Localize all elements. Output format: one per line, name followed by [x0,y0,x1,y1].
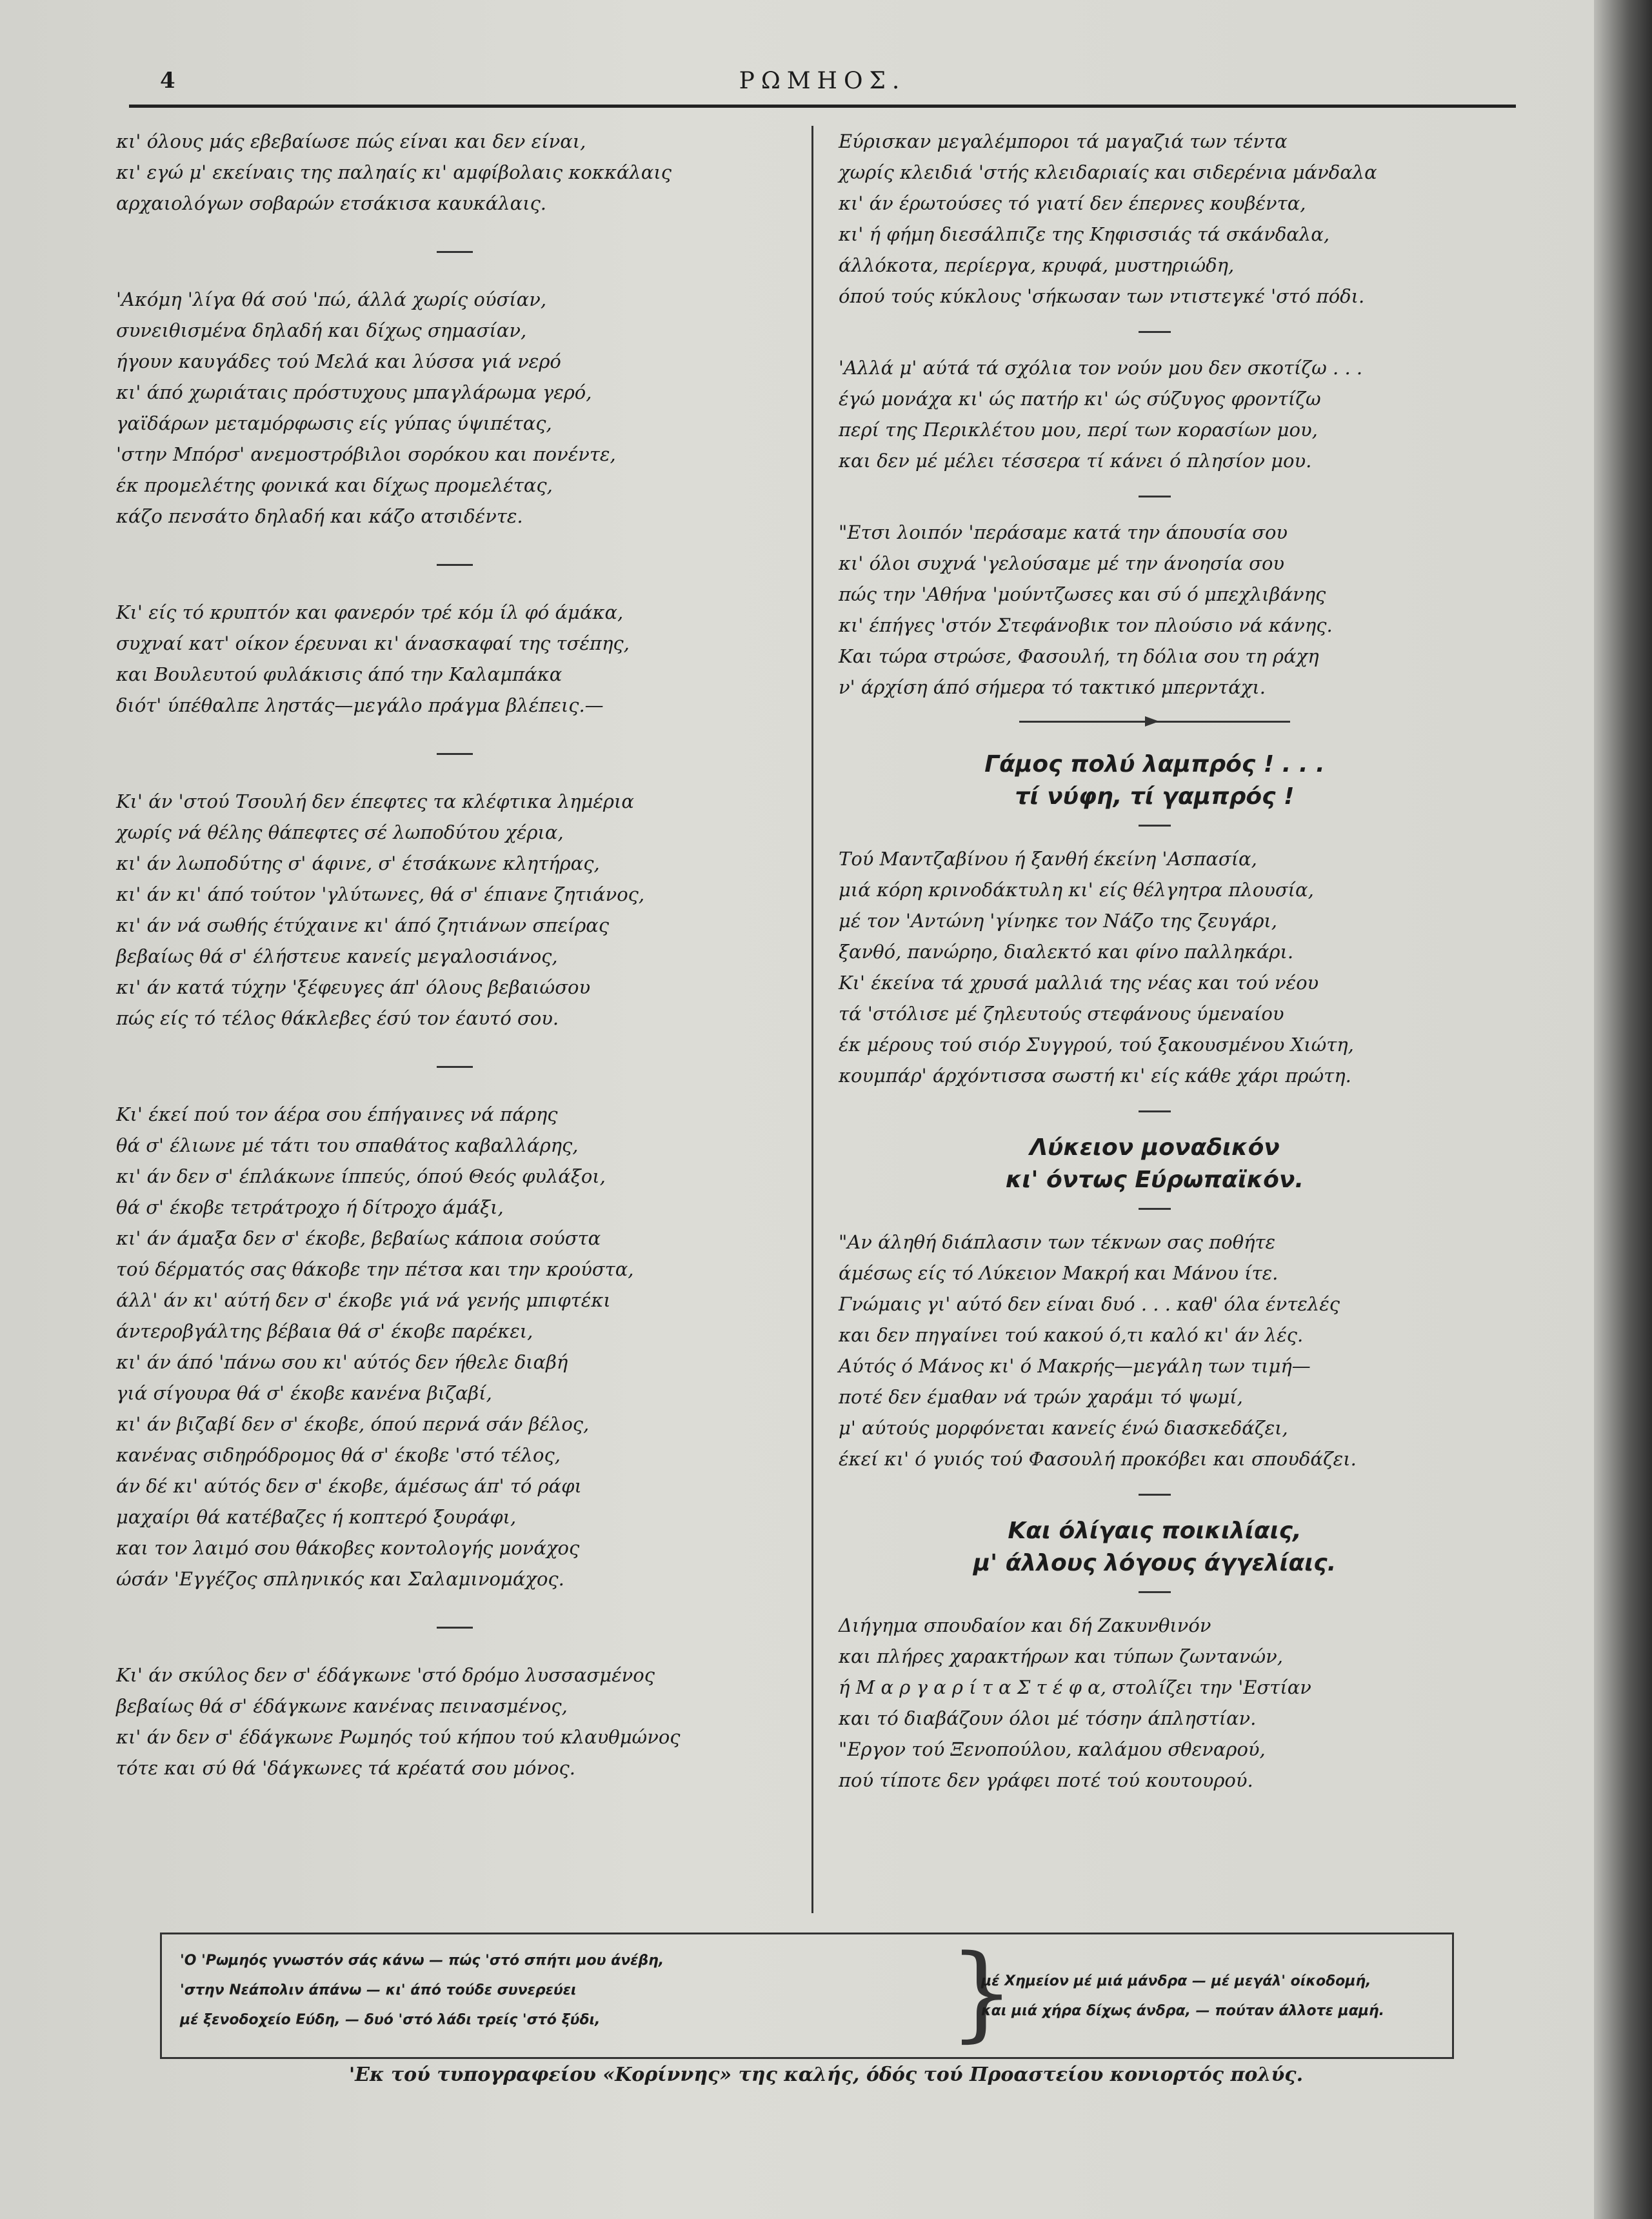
verse-line: ήγουν καυγάδες τού Μελά και λύσσα γιά νερό [116,350,561,372]
verse-line: χωρίς κλειδιά 'στής κλειδαριαίς και σιδερένια μάνδαλα [839,161,1377,183]
heading-separator [1139,1208,1171,1210]
column-divider [811,126,813,1913]
right-column [839,126,1471,1796]
verse-line: πώς την 'Αθήνα 'μούντζωσες και σύ ό μπεχλιβάνης [839,583,1326,605]
verse-line: ποτέ δεν έμαθαν νά τρών χαράμι τό ψωμί, [839,1386,1243,1408]
verse-line: τού δέρματός σας θάκοβε την πέτσα και την κρούστα, [116,1258,634,1280]
left-column [116,126,793,1783]
page-number: 4 [160,68,175,94]
stanza [116,1660,793,1783]
stanza-separator [437,564,473,566]
verse-line: κι' άν νά σωθής έτύχαινε κι' άπό ζητιάνων σπείρας [116,914,610,936]
stanza-separator [1139,496,1171,497]
section-heading: τί νύφη, τί γαμπρός ! [1015,783,1295,810]
heading-separator [1139,1591,1171,1593]
stanza [116,1099,793,1594]
verse-line: τά 'στόλισε μέ ζηλευτούς στεφάνους ύμεναίου [839,1003,1284,1025]
verse-line: Κι' άν σκύλος δεν σ' έδάγκωνε 'στό δρόμο λυσσασμένος [116,1664,655,1686]
verse-line: θά σ' έκοβε τετράτροχο ή δίτροχο άμάξι, [116,1196,504,1218]
verse-line: κανένας σιδηρόδρομος θά σ' έκοβε 'στό τέλος, [116,1444,561,1466]
verse-line: μ' αύτούς μορφόνεται κανείς ένώ διασκεδάζει, [839,1417,1288,1439]
stanza-separator [437,251,473,253]
verse-line: κουμπάρ' άρχόντισσα σωστή κι' είς κάθε χάρι πρώτη. [839,1065,1351,1087]
news-item [839,1494,1471,1796]
verse-line: Διήγημα σπουδαίον και δή Ζακυνθινόν [839,1614,1211,1636]
stanza-separator [437,1066,473,1068]
verse-line: κι' όλους μάς εβεβαίωσε πώς είναι και δεν είναι, [116,130,586,152]
section-heading: μ' άλλους λόγους άγγελίαις. [973,1550,1337,1576]
brace-divider: } [949,1932,1015,2053]
verse-line: κι' άν άπό 'πάνω σου κι' αύτός δεν ήθελε διαβή [116,1351,568,1373]
arrow-divider [1019,721,1290,723]
news-sections [839,748,1471,1796]
verse-line: 'Ακόμη 'λίγα θά σού 'πώ, άλλά χωρίς ούσίαν, [116,288,547,310]
advertisement-line: μέ ξενοδοχείο Εύδη, — δυό 'στό λάδι τρείς 'στό ξύδι, [180,2012,601,2028]
verse-line: άλλόκοτα, περίεργα, κρυφά, μυστηριώδη, [839,254,1235,276]
verse-line: μιά κόρη κρινοδάκτυλη κι' είς θέλγητρα πλουσία, [839,879,1314,901]
advertisement-line: 'στην Νεάπολιν άπάνω — κι' άπό τούδε συνερεύει [180,1982,577,1998]
stanza-separator [437,1627,473,1629]
verse-line: και τό διαβάζουν όλοι μέ τόσην άπληστίαν. [839,1707,1257,1729]
advertisement-line: και μιά χήρα δίχως άνδρα, — πούταν άλλοτε μαμή. [981,2003,1385,2019]
verse-line: κι' άν άμαξα δεν σ' έκοβε, βεβαίως κάποια σούστα [116,1227,601,1249]
advertisement-line: μέ Χημείον μέ μιά μάνδρα — μέ μεγάλ' οίκοδομή, [981,1973,1371,1989]
verse-line: κι' άν λωποδύτης σ' άφινε, σ' έτσάκωνε κλητήρας, [116,852,600,874]
verse-line: κι' έπήγες 'στόν Στεφάνοβικ τον πλούσιο νά κάνης. [839,614,1333,636]
verse-line: Κι' έκεί πού τον άέρα σου έπήγαινες νά πάρης [116,1103,558,1125]
advertisement-box [160,1933,1454,2059]
verse-line: όπού τούς κύκλους 'σήκωσαν των ντιστεγκέ 'στό πόδι. [839,285,1365,307]
advertisement-left [180,1946,857,2035]
verse-line: βεβαίως θά σ' έλήστευε κανείς μεγαλοσιάνος, [116,945,558,967]
stanza [116,597,793,721]
news-item [839,1110,1471,1474]
verse-line: έκεί κι' ό γυιός τού Φασουλή προκόβει και σπουδάζει. [839,1448,1357,1470]
verse-line: αρχαιολόγων σοβαρών ετσάκισα καυκάλαις. [116,192,547,214]
verse-line: κι' άν έρωτούσες τό γιατί δεν έπερνες κουβέντα, [839,192,1306,214]
stanza [116,786,793,1034]
verse-line: μαχαίρι θά κατέβαζες ή κοπτερό ξουράφι, [116,1506,517,1528]
stanza [839,352,1471,476]
stanza-separator [1139,331,1171,333]
verse-line: κι' άπό χωριάταις πρόστυχους μπαγλάρωμα γερό, [116,381,592,403]
verse-line: θά σ' έλιωνε μέ τάτι του σπαθάτος καβαλλάρης, [116,1134,579,1156]
page-edge-shadow [1594,0,1652,2219]
verse-line: κάζο πενσάτο δηλαδή και κάζο ατσιδέντε. [116,505,523,527]
printer-imprint: 'Εκ τού τυπογραφείου «Κορίννης» της καλής, όδός τού Προαστείου κονιορτός πολύς. [348,2063,1304,2086]
verse-line: ξανθό, πανώρηο, διαλεκτό και φίνο παλληκάρι. [839,941,1294,963]
verse-line: τότε και σύ θά 'δάγκωνες τά κρέατά σου μόνος. [116,1757,575,1779]
verse-line: περί της Περικλέτου μου, περί των κορασίων μου, [839,419,1318,441]
verse-line: Κι' είς τό κρυπτόν και φανερόν τρέ κόμ ίλ φό άμάκα, [116,601,624,623]
verse-line: έκ προμελέτης φονικά και δίχως προμελέτας, [116,474,553,496]
verse-line: διότ' ύπέθαλπε ληστάς—μεγάλο πράγμα βλέπεις.— [116,694,604,716]
stanza-separator [1139,1494,1171,1496]
verse-line: γαϊδάρων μεταμόρφωσις είς γύπας ύψιπέτας, [116,412,552,434]
verse-line: "Αν άληθή διάπλασιν των τέκνων σας ποθήτε [839,1231,1276,1253]
verse-line: κι' ή φήμη διεσάλπιζε της Κηφισσιάς τά σκάνδαλα, [839,223,1330,245]
stanza-separator [437,753,473,755]
verse-line: πού τίποτε δεν γράφει ποτέ τού κουτουρού. [839,1769,1253,1791]
verse-line: κι' εγώ μ' εκείναις της παληαίς κι' αμφίβολαις κοκκάλαις [116,161,672,183]
verse-line: χωρίς νά θέλης θάπεφτες σέ λωποδύτου χέρια, [116,821,564,843]
verse-line: Εύρισκαν μεγαλέμποροι τά μαγαζιά των τέντα [839,130,1288,152]
news-item [839,748,1471,1091]
newspaper-title: ΡΩΜΗΟΣ. [739,68,906,94]
verse-line: κι' άν δεν σ' έπλάκωνε ίππεύς, όπού Θεός φυλάξοι, [116,1165,606,1187]
verse-line: συχναί κατ' οίκον έρευναι κι' άνασκαφαί της τσέπης, [116,632,630,654]
verse-line: έκ μέρους τού σιόρ Συγγρού, τού ξακουσμένου Χιώτη, [839,1034,1354,1056]
section-heading: κι' όντως Εύρωπαϊκόν. [1005,1167,1304,1193]
right-column-verses [839,126,1471,703]
verse-line: Αύτός ό Μάνος κι' ό Μακρής—μεγάλη των τιμή— [839,1355,1311,1377]
verse-line: συνειθισμένα δηλαδή και δίχως σημασίαν, [116,319,527,341]
verse-line: έγώ μονάχα κι' ώς πατήρ κι' ώς σύζυγος φροντίζω [839,388,1321,410]
verse-line: άν δέ κι' αύτός δεν σ' έκοβε, άμέσως άπ' τό ράφι [116,1475,582,1497]
verse-line: κι' άν βιζαβί δεν σ' έκοβε, όπού περνά σάν βέλος, [116,1413,590,1435]
verse-line: κι' άν κι' άπό τούτον 'γλύτωνες, θά σ' έπιανε ζητιάνος, [116,883,645,905]
heading-separator [1139,825,1171,827]
stanza [839,517,1471,703]
verse-line: Κι' άν 'στού Τσουλή δεν έπεφτες τα κλέφτικα λημέρια [116,790,634,812]
verse-line: ν' άρχίση άπό σήμερα τό τακτικό μπερντάχι. [839,676,1266,698]
stanza [116,284,793,532]
verse-line: και τον λαιμό σου θάκοβες κοντολογής μονάχος [116,1537,580,1559]
verse-line: ώσάν 'Εγγέζος σπληνικός και Σαλαμινομάχος. [116,1568,564,1590]
verse-line: μέ τον 'Αντώνη 'γίνηκε τον Νάζο της ζευγάρι, [839,910,1277,932]
verse-line: κι' άν κατά τύχην 'ξέφευγες άπ' όλους βεβαιώσου [116,976,591,998]
verse-line: Τού Μαντζαβίνου ή ξανθή έκείνη 'Ασπασία, [839,848,1257,870]
stanza [116,126,793,219]
section-heading: Και όλίγαις ποικιλίαις, [1008,1518,1302,1544]
verse-line: Κι' έκείνα τά χρυσά μαλλιά της νέας και τού νέου [839,972,1319,994]
verse-line: άντεροβγάλτης βέβαια θά σ' έκοβε παρέκει, [116,1320,533,1342]
verse-line: Και τώρα στρώσε, Φασουλή, τη δόλια σου τη ράχη [839,645,1319,667]
section-heading: Λύκειον μοναδικόν [1030,1134,1280,1161]
stanza [839,126,1471,312]
verse-line: πώς είς τό τέλος θάκλεβες έσύ τον έαυτό σου. [116,1007,559,1029]
section-heading: Γάμος πολύ λαμπρός ! . . . [984,751,1325,778]
verse-line: βεβαίως θά σ' έδάγκωνε κανένας πεινασμένος, [116,1695,568,1717]
verse-line: κι' όλοι συχνά 'γελούσαμε μέ την άνοησία σου [839,552,1285,574]
verse-line: άλλ' άν κι' αύτή δεν σ' έκοβε γιά νά γενής μπιφτέκι [116,1289,611,1311]
verse-line: και πλήρες χαρακτήρων και τύπων ζωντανών, [839,1645,1284,1667]
verse-line: "Εργον τού Ξενοπούλου, καλάμου σθεναρού, [839,1738,1266,1760]
verse-line: ή Μ α ρ γ α ρ ί τ α Σ τ έ φ α, στολίζει την 'Εστίαν [839,1676,1311,1698]
stanza-separator [1139,1110,1171,1112]
verse-line: και Βουλευτού φυλάκισις άπό την Καλαμπάκα [116,663,562,685]
verse-line: γιά σίγουρα θά σ' έκοβε κανένα βιζαβί, [116,1382,492,1404]
verse-line: και δεν μέ μέλει τέσσερα τί κάνει ό πλησίον μου. [839,450,1312,472]
advertisement-right [981,1967,1446,2026]
verse-line: άμέσως είς τό Λύκειον Μακρή και Μάνου ίτε. [839,1262,1279,1284]
verse-line: 'στην Μπόρσ' ανεμοστρόβιλοι σορόκου και πονέντε, [116,443,616,465]
header-rule [129,105,1516,108]
verse-line: και δεν πηγαίνει τού κακού ό,τι καλό κι' άν λές. [839,1324,1304,1346]
verse-line: 'Αλλά μ' αύτά τά σχόλια τον νούν μου δεν σκοτίζω . . . [839,357,1363,379]
verse-line: "Ετσι λοιπόν 'περάσαμε κατά την άπουσία σου [839,521,1288,543]
advertisement-line: 'Ο 'Ρωμηός γνωστόν σάς κάνω — πώς 'στό σπήτι μου άνέβη, [180,1953,664,1969]
verse-line: κι' άν δεν σ' έδάγκωνε Ρωμηός τού κήπου τού κλαυθμώνος [116,1726,681,1748]
verse-line: Γνώμαις γι' αύτό δεν είναι δυό . . . καθ' όλα έντελές [839,1293,1340,1315]
